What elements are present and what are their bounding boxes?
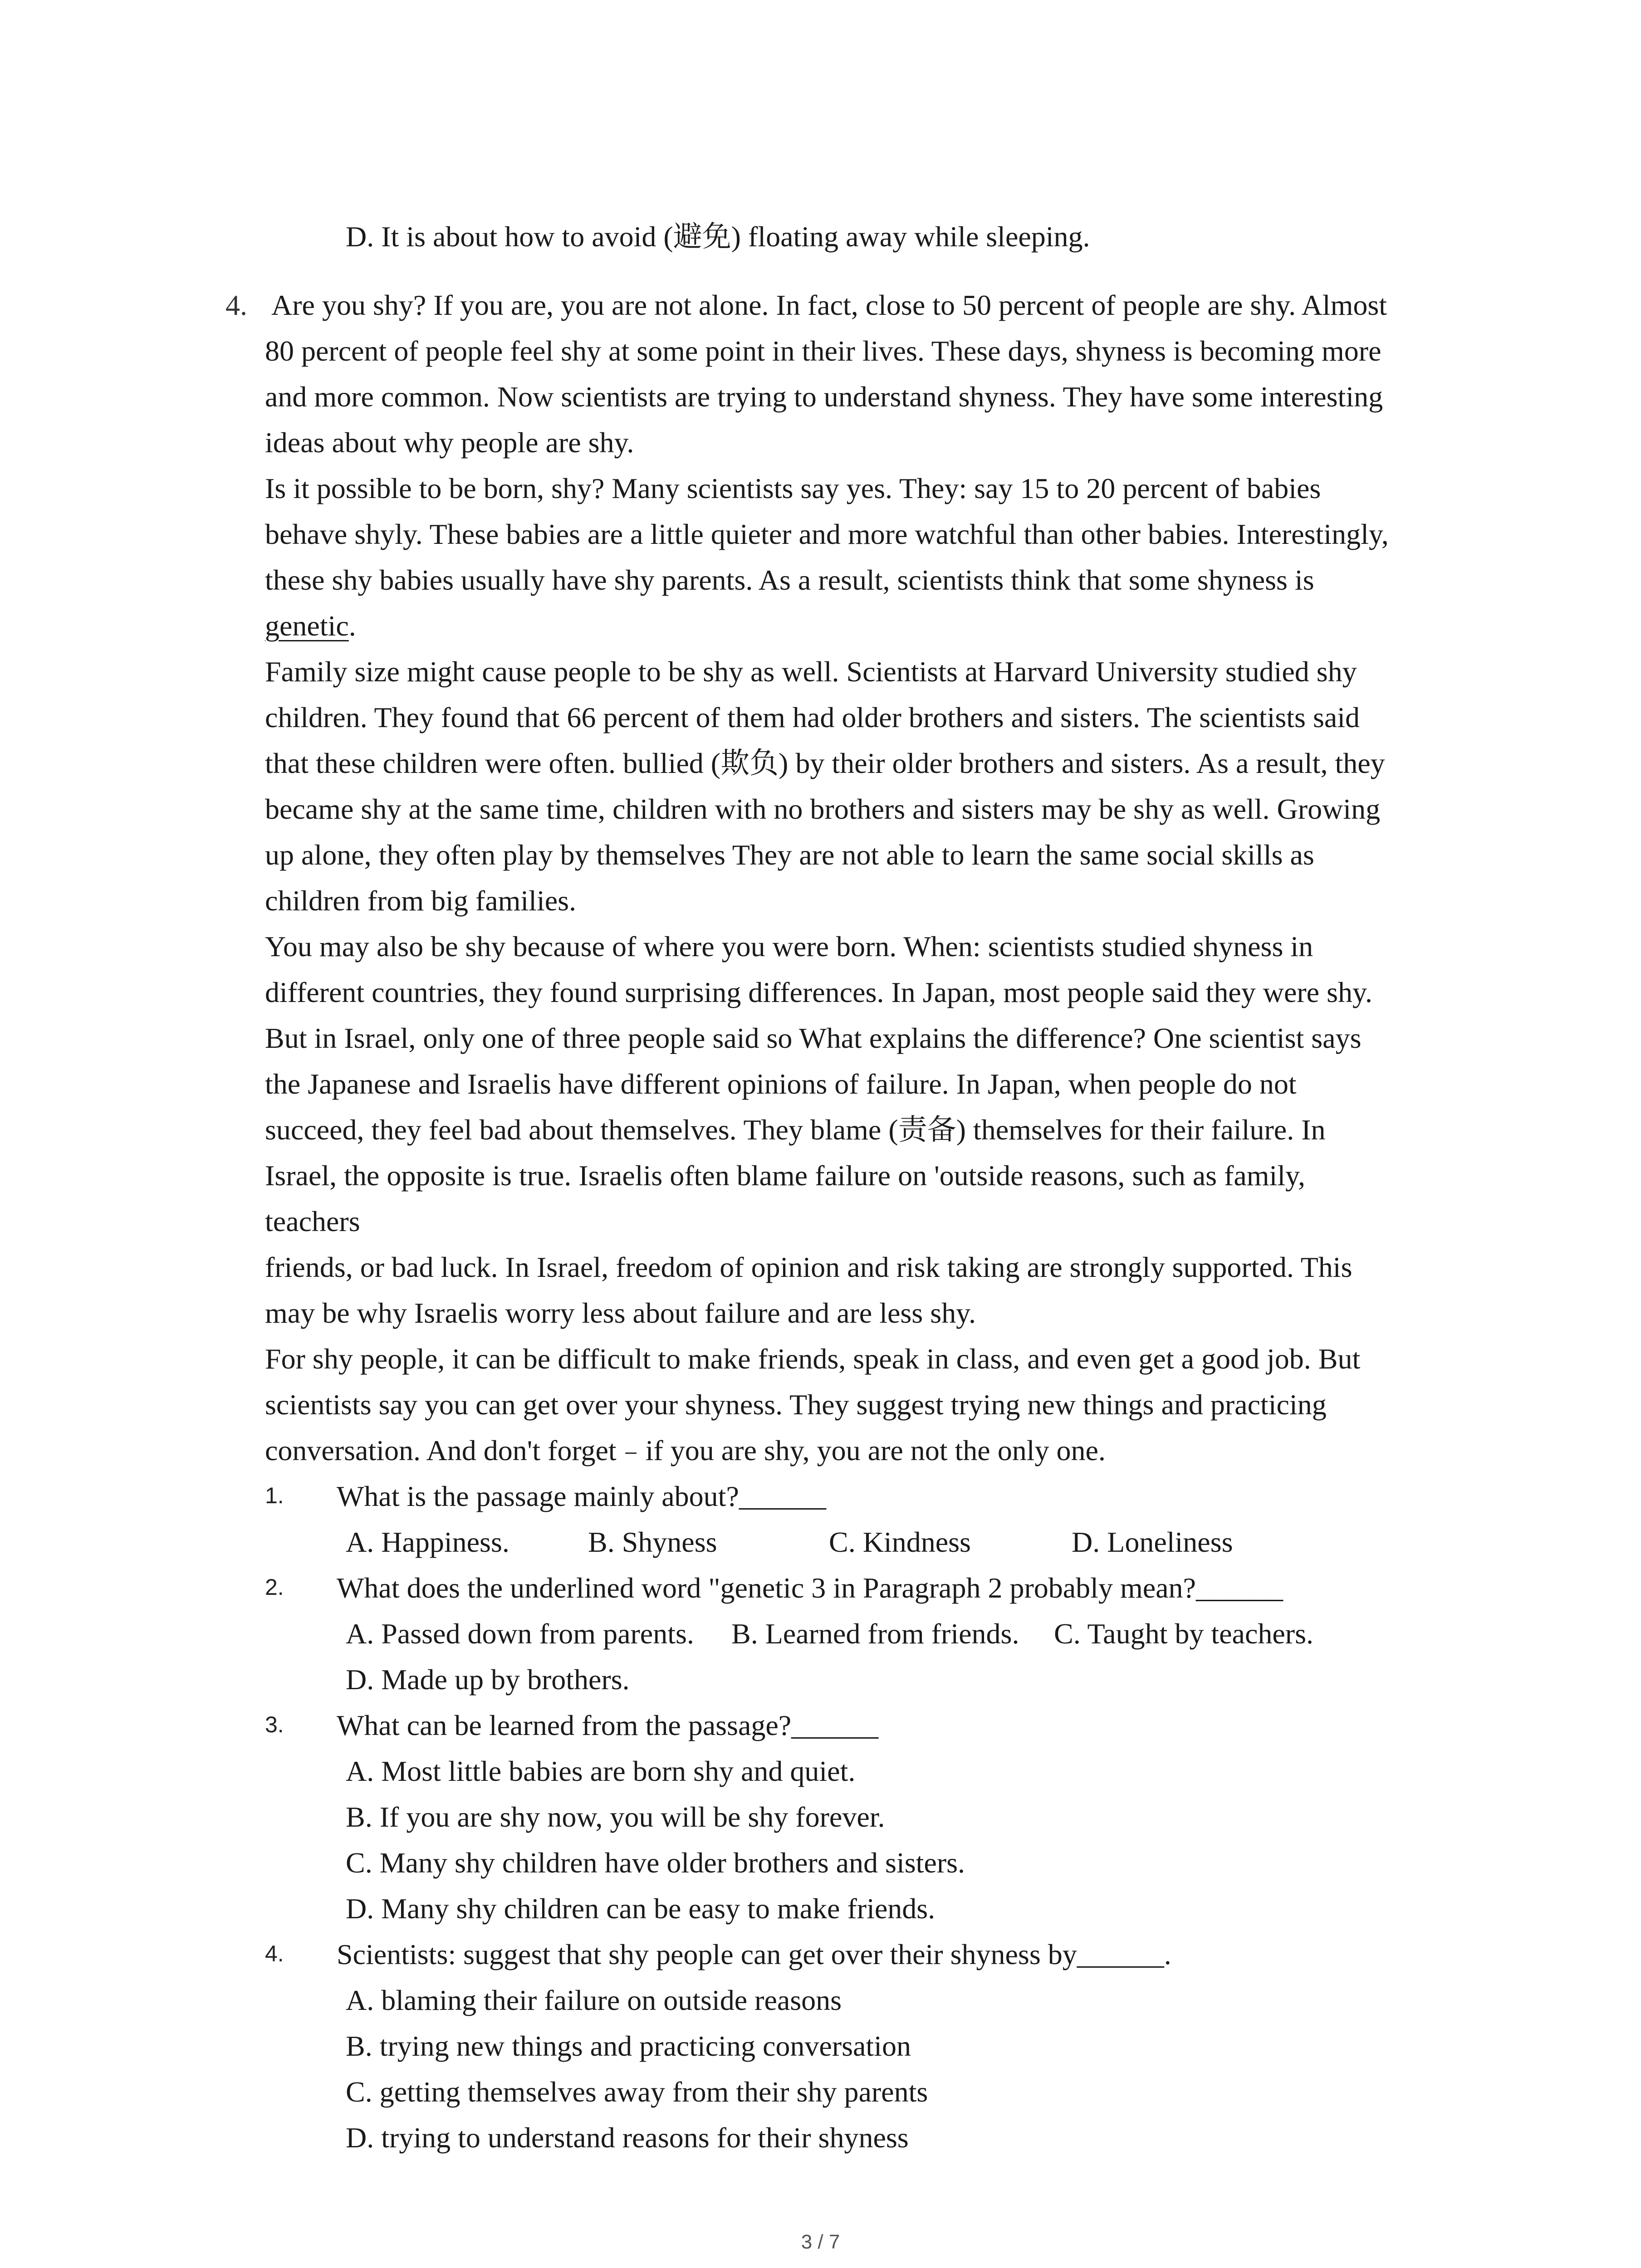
- option-b: B. Learned from friends.: [731, 1618, 1019, 1650]
- question-number: 3.: [265, 1712, 284, 1737]
- passage-line: scientists say you can get over your shyness. They suggest trying new things and practicing: [265, 1388, 1327, 1421]
- passage-line: up alone, they often play by themselves They are not able to learn the same social skills as: [265, 839, 1314, 871]
- option-c: C. Taught by teachers.: [1054, 1618, 1313, 1650]
- option-d: D. Loneliness: [1072, 1526, 1233, 1558]
- passage-line: succeed, they feel bad about themselves. They blame (责备) themselves for their failure. In: [265, 1114, 1326, 1146]
- question-number: 4.: [265, 1941, 284, 1966]
- passage-line: these shy babies usually have shy parents. As a result, scientists think that some shyness is: [265, 564, 1314, 596]
- option-b: B. trying new things and practicing conversation: [346, 2030, 911, 2062]
- passage-line: may be why Israelis worry less about failure and are less shy.: [265, 1297, 976, 1329]
- passage-line: Are you shy? If you are, you are not alone. In fact, close to 50 percent of people are shy. Almost: [271, 289, 1387, 321]
- option-c: C. Many shy children have older brothers and sisters.: [346, 1847, 965, 1879]
- passage-line: Israel, the opposite is true. Israelis often blame failure on 'outside reasons, such as family,: [265, 1159, 1305, 1192]
- underlined-word-genetic: genetic.: [265, 610, 356, 642]
- option-c: C. Kindness: [829, 1526, 971, 1558]
- question-stem: Scientists: suggest that shy people can get over their shyness by______.: [337, 1938, 1171, 1970]
- passage-line: children from big families.: [265, 885, 577, 917]
- prev-option-d: D. It is about how to avoid (避免) floating away while sleeping.: [346, 220, 1090, 253]
- passage-line: friends, or bad luck. In Israel, freedom of opinion and risk taking are strongly supported. This: [265, 1251, 1352, 1283]
- option-b: B. If you are shy now, you will be shy forever.: [346, 1801, 885, 1833]
- option-b: B. Shyness: [588, 1526, 717, 1558]
- passage-line: behave shyly. These babies are a little quieter and more watchful than other babies. Interestingly,: [265, 518, 1389, 550]
- option-a: A. blaming their failure on outside reasons: [346, 1984, 842, 2016]
- passage-line: But in Israel, only one of three people said so What explains the difference? One scientist says: [265, 1022, 1362, 1054]
- question-number: 1.: [265, 1483, 284, 1508]
- passage-line: Family size might cause people to be shy as well. Scientists at Harvard University studied shy: [265, 655, 1357, 688]
- question-stem: What does the underlined word "genetic 3 in Paragraph 2 probably mean?______: [337, 1572, 1283, 1604]
- option-d: D. Many shy children can be easy to make friends.: [346, 1892, 936, 1925]
- question-stem: What is the passage mainly about?______: [337, 1480, 826, 1512]
- option-c: C. getting themselves away from their shy parents: [346, 2076, 928, 2108]
- passage-line: the Japanese and Israelis have different opinions of failure. In Japan, when people do not: [265, 1068, 1297, 1100]
- passage-line: became shy at the same time, children with no brothers and sisters may be shy as well. Growing: [265, 793, 1381, 825]
- passage-line: 80 percent of people feel shy at some point in their lives. These days, shyness is becoming more: [265, 335, 1381, 367]
- passage-line: and more common. Now scientists are trying to understand shyness. They have some interesting: [265, 381, 1383, 413]
- passage-line: children. They found that 66 percent of them had older brothers and sisters. The scientists said: [265, 701, 1360, 733]
- passage-line: teachers: [265, 1205, 360, 1237]
- passage-line: You may also be shy because of where you were born. When: scientists studied shyness in: [265, 930, 1313, 963]
- passage-line: conversation. And don't forget﹣if you are shy, you are not the only one.: [265, 1434, 1106, 1466]
- option-a: A. Passed down from parents.: [346, 1618, 694, 1650]
- passage-line: different countries, they found surprising differences. In Japan, most people said they were shy.: [265, 976, 1372, 1008]
- option-d: D. trying to understand reasons for their shyness: [346, 2121, 909, 2154]
- passage-line: that these children were often. bullied (欺负) by their older brothers and sisters. As a result, they: [265, 747, 1385, 779]
- passage-line: For shy people, it can be difficult to make friends, speak in class, and even get a good job. But: [265, 1343, 1361, 1375]
- option-a: A. Happiness.: [346, 1526, 509, 1558]
- passage-line: Is it possible to be born, shy? Many scientists say yes. They: say 15 to 20 percent of babies: [265, 472, 1321, 504]
- passage-number: 4.: [225, 289, 247, 321]
- passage-line: ideas about why people are shy.: [265, 426, 634, 459]
- question-number: 2.: [265, 1574, 284, 1600]
- option-a: A. Most little babies are born shy and quiet.: [346, 1755, 856, 1787]
- page-indicator: 3 / 7: [801, 2231, 840, 2253]
- question-stem: What can be learned from the passage?______: [337, 1709, 879, 1741]
- option-d: D. Made up by brothers.: [346, 1663, 630, 1696]
